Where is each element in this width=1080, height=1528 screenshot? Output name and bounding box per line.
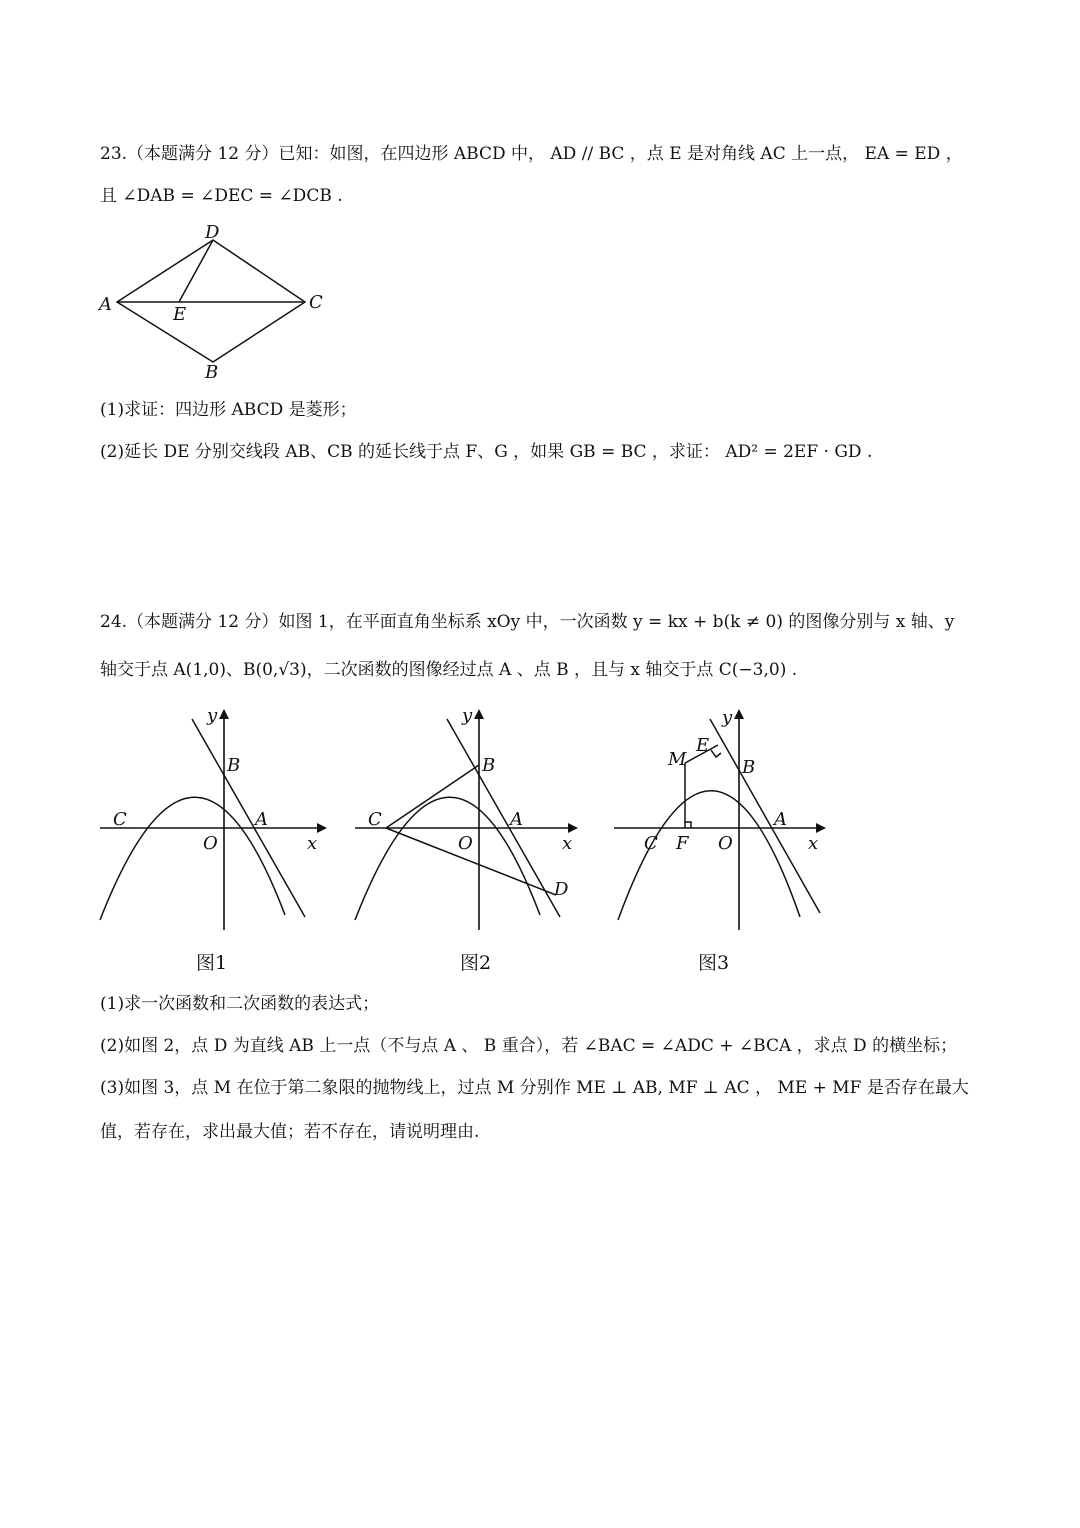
fig1-label-a: A (255, 809, 268, 830)
q23-label-c: C (309, 292, 323, 313)
q23-statement-line1: 23.（本题满分 12 分）已知：如图，在四边形 ABCD 中， AD // BC ，点 E 是对角线 AC 上一点， EA = ED ， (100, 144, 963, 164)
fig3-label-m: M (668, 749, 687, 770)
q24-figure-3 (610, 705, 850, 935)
fig1-label-x: x (307, 833, 318, 854)
fig2-label-a: A (510, 809, 523, 830)
fig1-label-y: y (207, 705, 218, 726)
fig3-label-x: x (808, 833, 819, 854)
q24-figure-1 (95, 705, 335, 935)
fig3-label-o: O (718, 833, 733, 854)
q23-part2: (2)延长 DE 分别交线段 AB、CB 的延长线于点 F、G ，如果 GB = BC ，求证： AD² = 2EF · GD . (100, 442, 873, 462)
fig3-label-c: C (644, 833, 658, 854)
q23-label-e: E (173, 304, 187, 325)
fig2-label-c: C (368, 809, 382, 830)
q24-part3-line1: (3)如图 3，点 M 在位于第二象限的抛物线上，过点 M 分别作 ME ⊥ AB, MF ⊥ AC ， ME + MF 是否存在最大 (100, 1078, 969, 1098)
q23-statement-line2: 且 ∠DAB = ∠DEC = ∠DCB . (100, 186, 343, 206)
q24-figure-2-caption: 图2 (460, 952, 492, 974)
fig1-label-o: O (203, 833, 218, 854)
q24-part1: (1)求一次函数和二次函数的表达式； (100, 994, 380, 1014)
fig2-label-o: O (458, 833, 473, 854)
fig3-label-e: E (696, 735, 710, 756)
q24-part2: (2)如图 2，点 D 为直线 AB 上一点（不与点 A 、 B 重合），若 ∠BAC = ∠ADC + ∠BCA ，求点 D 的横坐标； (100, 1036, 958, 1056)
q23-rhombus-figure (95, 222, 335, 382)
fig3-label-a: A (774, 809, 787, 830)
q24-part3-line2: 值，若存在，求出最大值；若不存在，请说明理由. (100, 1122, 480, 1142)
fig2-label-x: x (562, 833, 573, 854)
fig2-label-y: y (462, 705, 473, 726)
q24-statement-line2: 轴交于点 A(1,0)、B(0,√3)，二次函数的图像经过点 A 、点 B ，且与 x 轴交于点 C(−3,0) . (100, 660, 798, 680)
q23-label-a: A (99, 294, 112, 315)
q24-statement-line1: 24.（本题满分 12 分）如图 1，在平面直角坐标系 xOy 中，一次函数 y = kx + b(k ≠ 0) 的图像分别与 x 轴、y (100, 612, 955, 632)
q24-figure-1-caption: 图1 (196, 952, 228, 974)
fig2-label-b: B (482, 755, 496, 776)
fig2-label-d: D (554, 879, 569, 900)
fig3-label-y: y (722, 707, 733, 728)
q23-label-b: B (205, 362, 219, 383)
fig3-label-f: F (676, 833, 689, 854)
fig1-label-c: C (113, 809, 127, 830)
fig3-label-b: B (742, 757, 756, 778)
q24-figure-3-caption: 图3 (698, 952, 730, 974)
q24-figure-2 (350, 705, 590, 935)
fig1-label-b: B (227, 755, 241, 776)
q23-part1: (1)求证：四边形 ABCD 是菱形； (100, 400, 357, 420)
q23-label-d: D (205, 222, 220, 243)
